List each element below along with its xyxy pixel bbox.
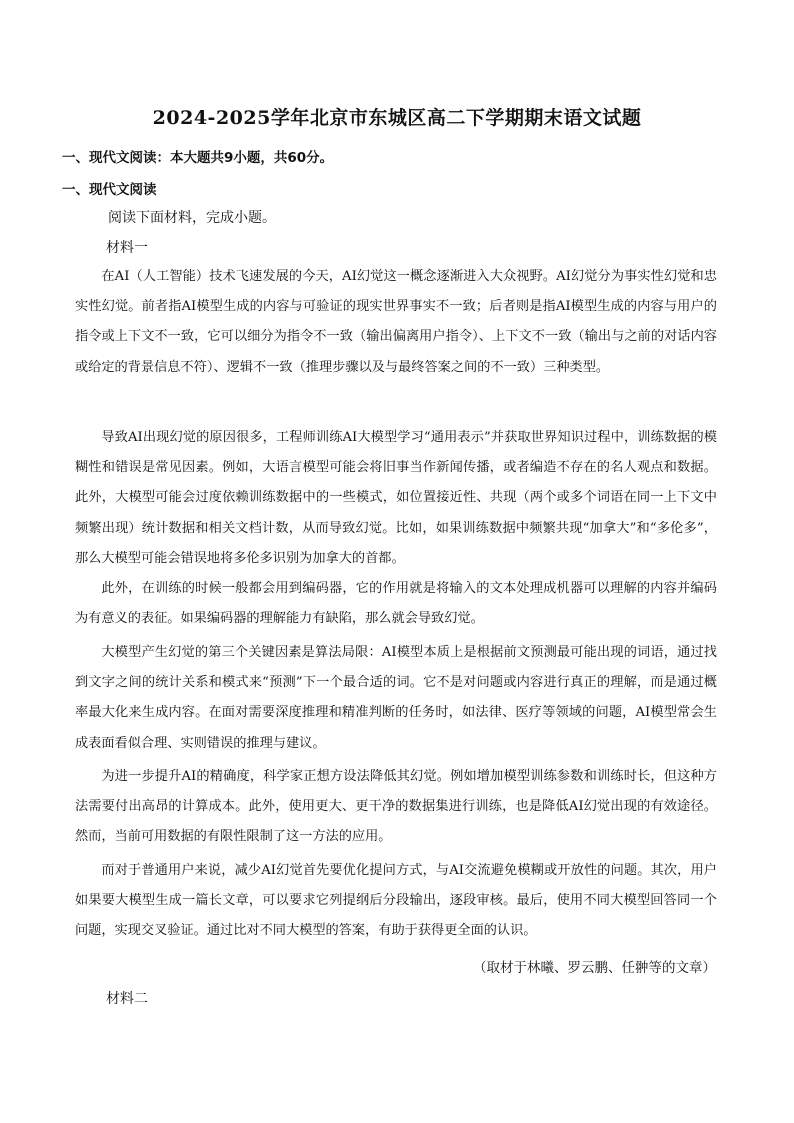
paragraph-2: 导致AI出现幻觉的原因很多，工程师训练AI大模型学习“通用表示”并获取世界知识过程中，训练数据的模糊性和错误是常见因素。例如，大语言模型可能会将旧事当作新闻传播，或者编造不存在的名人观点和数据。此外，大模型可能会过度依赖训练数据中的一些模式，如位置接近性、共现（两个或多个词语在同一上下文中频繁出现）统计数据和相关文档计数，从而导致幻觉。比如，如果训练数据中频繁共现“加拿大”和“多伦多”，那么大模型可能会错误地将多伦多识别为加拿大的首都。 <box>75 430 717 566</box>
reading-instruction: 阅读下面材料，完成小题。 <box>108 210 276 226</box>
paragraph-6: 而对于普通用户来说，减少AI幻觉首先要优化提问方式，与AI交流避免模糊或开放性的问题。其次，用户如果要大模型生成一篇长文章，可以要求它列提纲后分段输出，逐段审核。最后，使用不同大模型回答同一个问题，实现交叉验证。通过比对不同大模型的答案，有助于获得更全面的认识。 <box>75 863 717 939</box>
paragraph-3: 此外，在训练的时候一般都会用到编码器，它的作用就是将输入的文本处理成机器可以理解的内容并编码为有意义的表征。如果编码器的理解能力有缺陷，那么就会导致幻觉。 <box>75 581 717 627</box>
source-note: （取材于林曦、罗云鹏、任翀等的文章） <box>473 960 716 976</box>
paragraph-1: 在AI（人工智能）技术飞速发展的今天，AI幻觉这一概念逐渐进入大众视野。AI幻觉分为事实性幻觉和忠实性幻觉。前者指AI模型生成的内容与可验证的现实世界事实不一致；后者则是指AI模型生成的内容与用户的指令或上下文不一致，它可以细分为指令不一致（输出偏离用户指令）、上下文不一致（输出与之前的对话内容或给定的背景信息不符）、逻辑不一致（推理步骤以及与最终答案之间的不一致）三种类型。 <box>75 269 717 375</box>
section-header: 一、现代文阅读：本大题共9小题，共60分。 <box>62 150 334 166</box>
material-one-label: 材料一 <box>106 240 148 256</box>
paragraph-4: 大模型产生幻觉的第三个关键因素是算法局限：AI模型本质上是根据前文预测最可能出现的词语，通过找到文字之间的统计关系和模式来“预测”下一个最合适的词。它不是对问题或内容进行真正的理解，而是通过概率最大化来生成内容。在面对需要深度推理和精准判断的任务时，如法律、医疗等领域的问题，AI模型常会生成表面看似合理、实则错误的推理与建议。 <box>75 645 717 751</box>
material-two-label: 材料二 <box>106 991 148 1007</box>
page-title: 2024-2025学年北京市东城区高二下学期期末语文试题 <box>152 107 642 129</box>
subsection-header: 一、现代文阅读 <box>62 182 157 198</box>
paragraph-5: 为进一步提升AI的精确度，科学家正想方设法降低其幻觉。例如增加模型训练参数和训练时长，但这种方法需要付出高昂的计算成本。此外，使用更大、更干净的数据集进行训练，也是降低AI幻觉出现的有效途径。然而，当前可用数据的有限性限制了这一方法的应用。 <box>75 769 717 845</box>
